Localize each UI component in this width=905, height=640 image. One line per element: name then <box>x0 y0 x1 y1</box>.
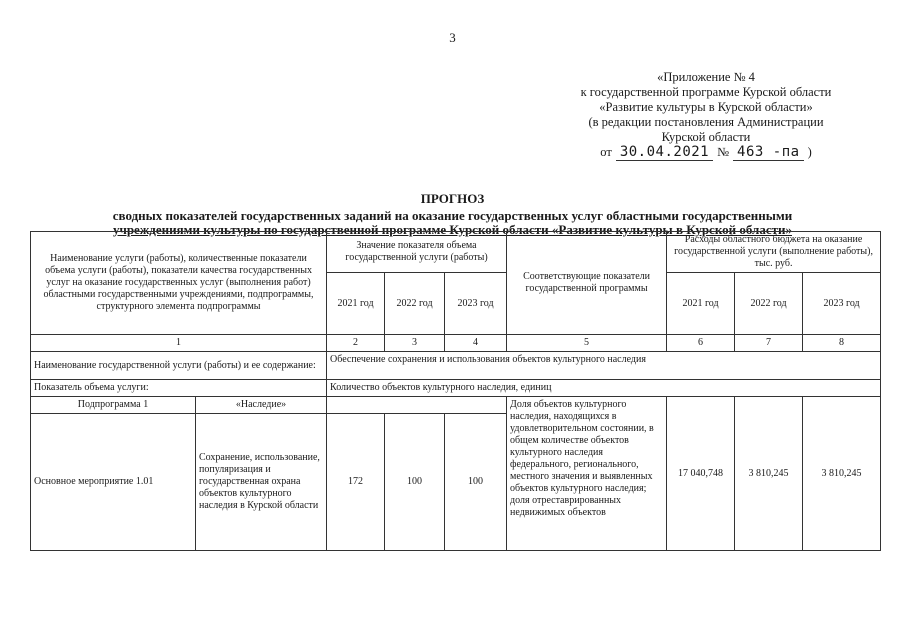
appendix-line-4: (в редакции постановления Администрации <box>588 115 824 129</box>
title-line-1: ПРОГНОЗ <box>420 191 485 206</box>
page-number: 3 <box>449 30 456 45</box>
col-number: 7 <box>735 335 803 352</box>
service-row <box>31 352 881 380</box>
from-label: от <box>600 145 612 159</box>
closing-paren: ) <box>807 145 812 159</box>
expense-2023-value: 3 810,245 <box>803 397 881 551</box>
title-line-2: сводных показателей государственных заданий на оказание государственных услуг областными государственными <box>112 208 793 223</box>
expense-2021-value: 17 040,748 <box>667 397 735 551</box>
measure-description: Сохранение, использование, популяризация и государственная охрана объектов культурного наследия в Курской области <box>196 414 327 551</box>
subprogram-label: Подпрограмма 1 <box>31 397 196 414</box>
col-number: 1 <box>31 335 327 352</box>
col-number: 5 <box>507 335 667 352</box>
col-number: 8 <box>803 335 881 352</box>
volume-label: Показатель объема услуги: <box>31 380 327 397</box>
col-number: 4 <box>445 335 507 352</box>
appendix-line-3: «Развитие культуры в Курской области» <box>599 100 813 114</box>
header-year-2021: 2021 год <box>327 273 385 335</box>
header-row-1 <box>31 232 881 273</box>
col-number: 6 <box>667 335 735 352</box>
header-program-indicators: Соответствующие показатели государственной программы <box>507 232 667 335</box>
header-year-2023: 2023 год <box>445 273 507 335</box>
title-line-3: учреждениями культуры по государственной программе Курской области «Развитие культуры в Курской области» <box>112 222 792 237</box>
appendix-header <box>541 70 871 161</box>
header-name-column: Наименование услуги (работы), количественные показатели объема услуги (работы), показатели качества государственных услуг на оказание государственных услуг (выполнения работ) областными государственными учреждениями, подпрограммы, структурного элемента подпрограммы <box>31 232 327 335</box>
header-year-2022: 2022 год <box>385 273 445 335</box>
subprogram-name: «Наследие» <box>196 397 327 414</box>
header-expense-2023: 2023 год <box>803 273 881 335</box>
measure-name: Основное мероприятие 1.01 <box>31 414 196 551</box>
resolution-date: 30.04.2021 <box>616 145 713 161</box>
subprogram-empty <box>327 397 507 414</box>
number-label: № <box>717 145 730 159</box>
col-number: 3 <box>385 335 445 352</box>
service-value: Обеспечение сохранения и использования объектов культурного наследия <box>327 352 881 380</box>
subprogram-row <box>31 397 881 414</box>
header-indicator-group: Значение показателя объема государственной услуги (работы) <box>327 232 507 273</box>
appendix-line-1: «Приложение № 4 <box>657 70 755 84</box>
volume-value: Количество объектов культурного наследия, единиц <box>327 380 881 397</box>
expense-2022-value: 3 810,245 <box>735 397 803 551</box>
resolution-reference <box>541 145 871 161</box>
column-number-row <box>31 335 881 352</box>
appendix-line-5: Курской области <box>661 130 751 144</box>
volume-2023-value: 100 <box>445 414 507 551</box>
service-label: Наименование государственной услуги (работы) и ее содержание: <box>31 352 327 380</box>
header-expenses-group: Расходы областного бюджета на оказание государственной услуги (выполнение работы), тыс. руб. <box>667 232 881 273</box>
volume-2022-value: 100 <box>385 414 445 551</box>
col-number: 2 <box>327 335 385 352</box>
forecast-table <box>30 231 881 551</box>
header-expense-2022: 2022 год <box>735 273 803 335</box>
program-indicator-text: Доля объектов культурного наследия, находящихся в удовлетворительном состоянии, в общем количестве объектов культурного наследия федерального, регионального, местного значения и выявленных объектов культурного наследия; доля отреставрированных недвижимых объектов <box>507 397 667 551</box>
volume-row <box>31 380 881 397</box>
header-expense-2021: 2021 год <box>667 273 735 335</box>
volume-2021-value: 172 <box>327 414 385 551</box>
resolution-number: 463 -па <box>733 145 804 161</box>
appendix-line-2: к государственной программе Курской области <box>580 85 832 99</box>
